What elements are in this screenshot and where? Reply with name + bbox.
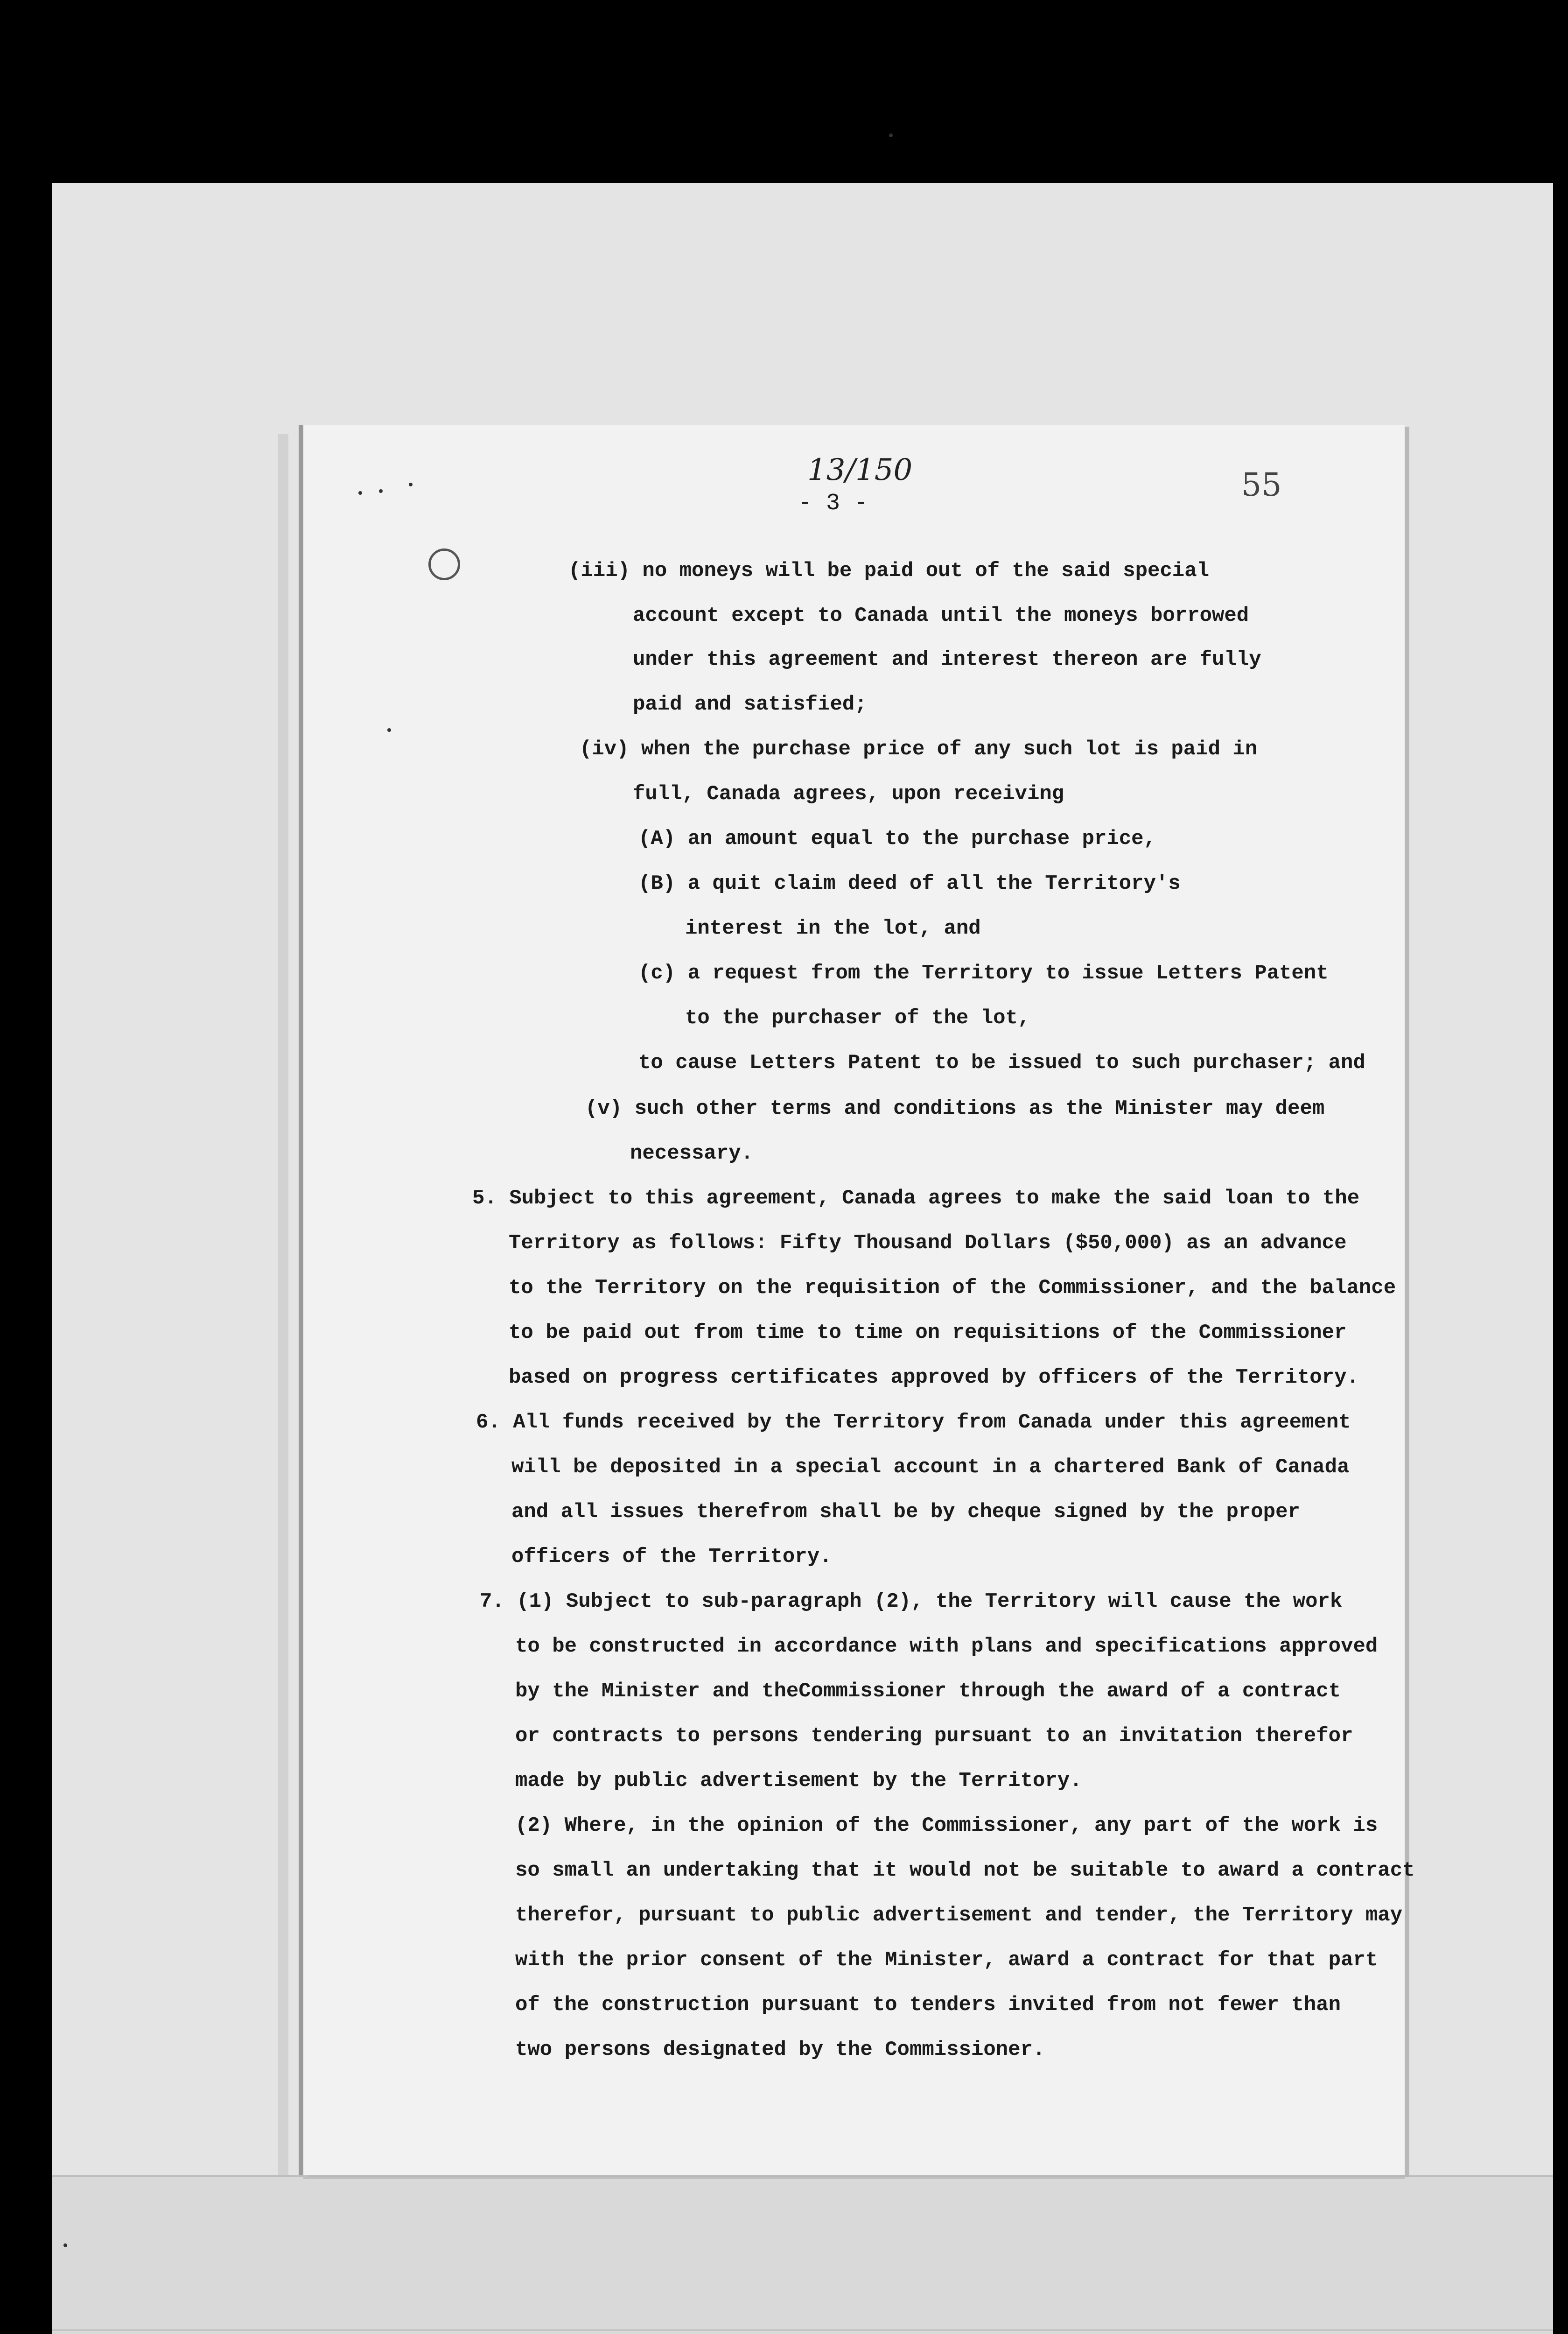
para-7-2-line-3: therefor, pursuant to public advertisement and tender, the Territory may <box>515 1904 1403 1927</box>
punch-hole-icon <box>428 548 460 580</box>
handwritten-file-ref: 13/150 <box>807 453 913 487</box>
para-7-2-line-1: (2) Where, in the opinion of the Commissioner, any part of the work is <box>515 1814 1378 1837</box>
sheet-shadow <box>278 434 288 2175</box>
speck <box>379 489 383 493</box>
clause-iii-line-3: under this agreement and interest thereon are fully <box>633 648 1261 671</box>
para-6-line-1: 6. All funds received by the Territory from Canada under this agreement <box>476 1411 1351 1434</box>
para-6-line-4: officers of the Territory. <box>511 1545 832 1568</box>
para-5-line-2: Territory as follows: Fifty Thousand Dollars ($50,000) as an advance <box>509 1231 1347 1255</box>
speck <box>358 491 362 495</box>
para-7-1-line-3: by the Minister and theCommissioner through the award of a contract <box>515 1680 1341 1703</box>
para-7-2-line-4: with the prior consent of the Minister, award a contract for that part <box>515 1948 1378 1972</box>
clause-v-line-2: necessary. <box>630 1142 754 1165</box>
speck <box>387 728 391 732</box>
folio-number: 55 <box>1241 467 1282 504</box>
item-b-line-1: (B) a quit claim deed of all the Territory's <box>638 872 1181 895</box>
mount-rule <box>52 2329 1553 2331</box>
para-7-1-line-2: to be constructed in accordance with plans and specifications approved <box>515 1635 1378 1658</box>
speck <box>889 134 893 137</box>
document-page <box>303 425 1415 2175</box>
clause-iv-line-1: (iv) when the purchase price of any such lot is paid in <box>580 738 1258 761</box>
para-7-1-line-4: or contracts to persons tendering pursuant to an invitation therefor <box>515 1724 1353 1748</box>
para-6-line-2: will be deposited in a special account in a chartered Bank of Canada <box>511 1455 1350 1479</box>
item-a: (A) an amount equal to the purchase price, <box>638 827 1156 851</box>
para-7-2-line-5: of the construction pursuant to tenders invited from not fewer than <box>515 1993 1341 2017</box>
item-b-line-2: interest in the lot, and <box>685 917 981 940</box>
clause-iii-line-2: account except to Canada until the moneys borrowed <box>633 604 1249 627</box>
para-5-line-4: to be paid out from time to time on requisitions of the Commissioner <box>509 1321 1347 1344</box>
clause-iv-conclusion: to cause Letters Patent to be issued to such purchaser; and <box>638 1051 1365 1075</box>
clause-iv-line-2: full, Canada agrees, upon receiving <box>633 782 1064 806</box>
item-c-line-1: (c) a request from the Territory to issue Letters Patent <box>638 962 1329 985</box>
para-7-1-line-5: made by public advertisement by the Territory. <box>515 1769 1082 1793</box>
speck <box>63 2243 67 2247</box>
clause-iii-line-1: (iii) no moneys will be paid out of the said special <box>568 559 1210 583</box>
para-7-1-line-1: 7. (1) Subject to sub-paragraph (2), the Territory will cause the work <box>480 1590 1343 1613</box>
para-6-line-3: and all issues therefrom shall be by cheque signed by the proper <box>511 1500 1300 1524</box>
para-7-2-line-2: so small an undertaking that it would not be suitable to award a contract <box>515 1859 1415 1882</box>
para-5-line-3: to the Territory on the requisition of the Commissioner, and the balance <box>509 1276 1396 1300</box>
para-5-line-5: based on progress certificates approved by officers of the Territory. <box>509 1366 1359 1389</box>
clause-iii-line-4: paid and satisfied; <box>633 693 867 716</box>
page-number: - 3 - <box>798 490 868 517</box>
para-7-2-line-6: two persons designated by the Commissioner. <box>515 2038 1045 2061</box>
speck <box>409 483 413 486</box>
mount-bottom-band <box>52 2175 1553 2334</box>
clause-v-line-1: (v) such other terms and conditions as the Minister may deem <box>585 1097 1325 1120</box>
para-5-line-1: 5. Subject to this agreement, Canada agrees to make the said loan to the <box>472 1187 1360 1210</box>
item-c-line-2: to the purchaser of the lot, <box>685 1006 1030 1030</box>
